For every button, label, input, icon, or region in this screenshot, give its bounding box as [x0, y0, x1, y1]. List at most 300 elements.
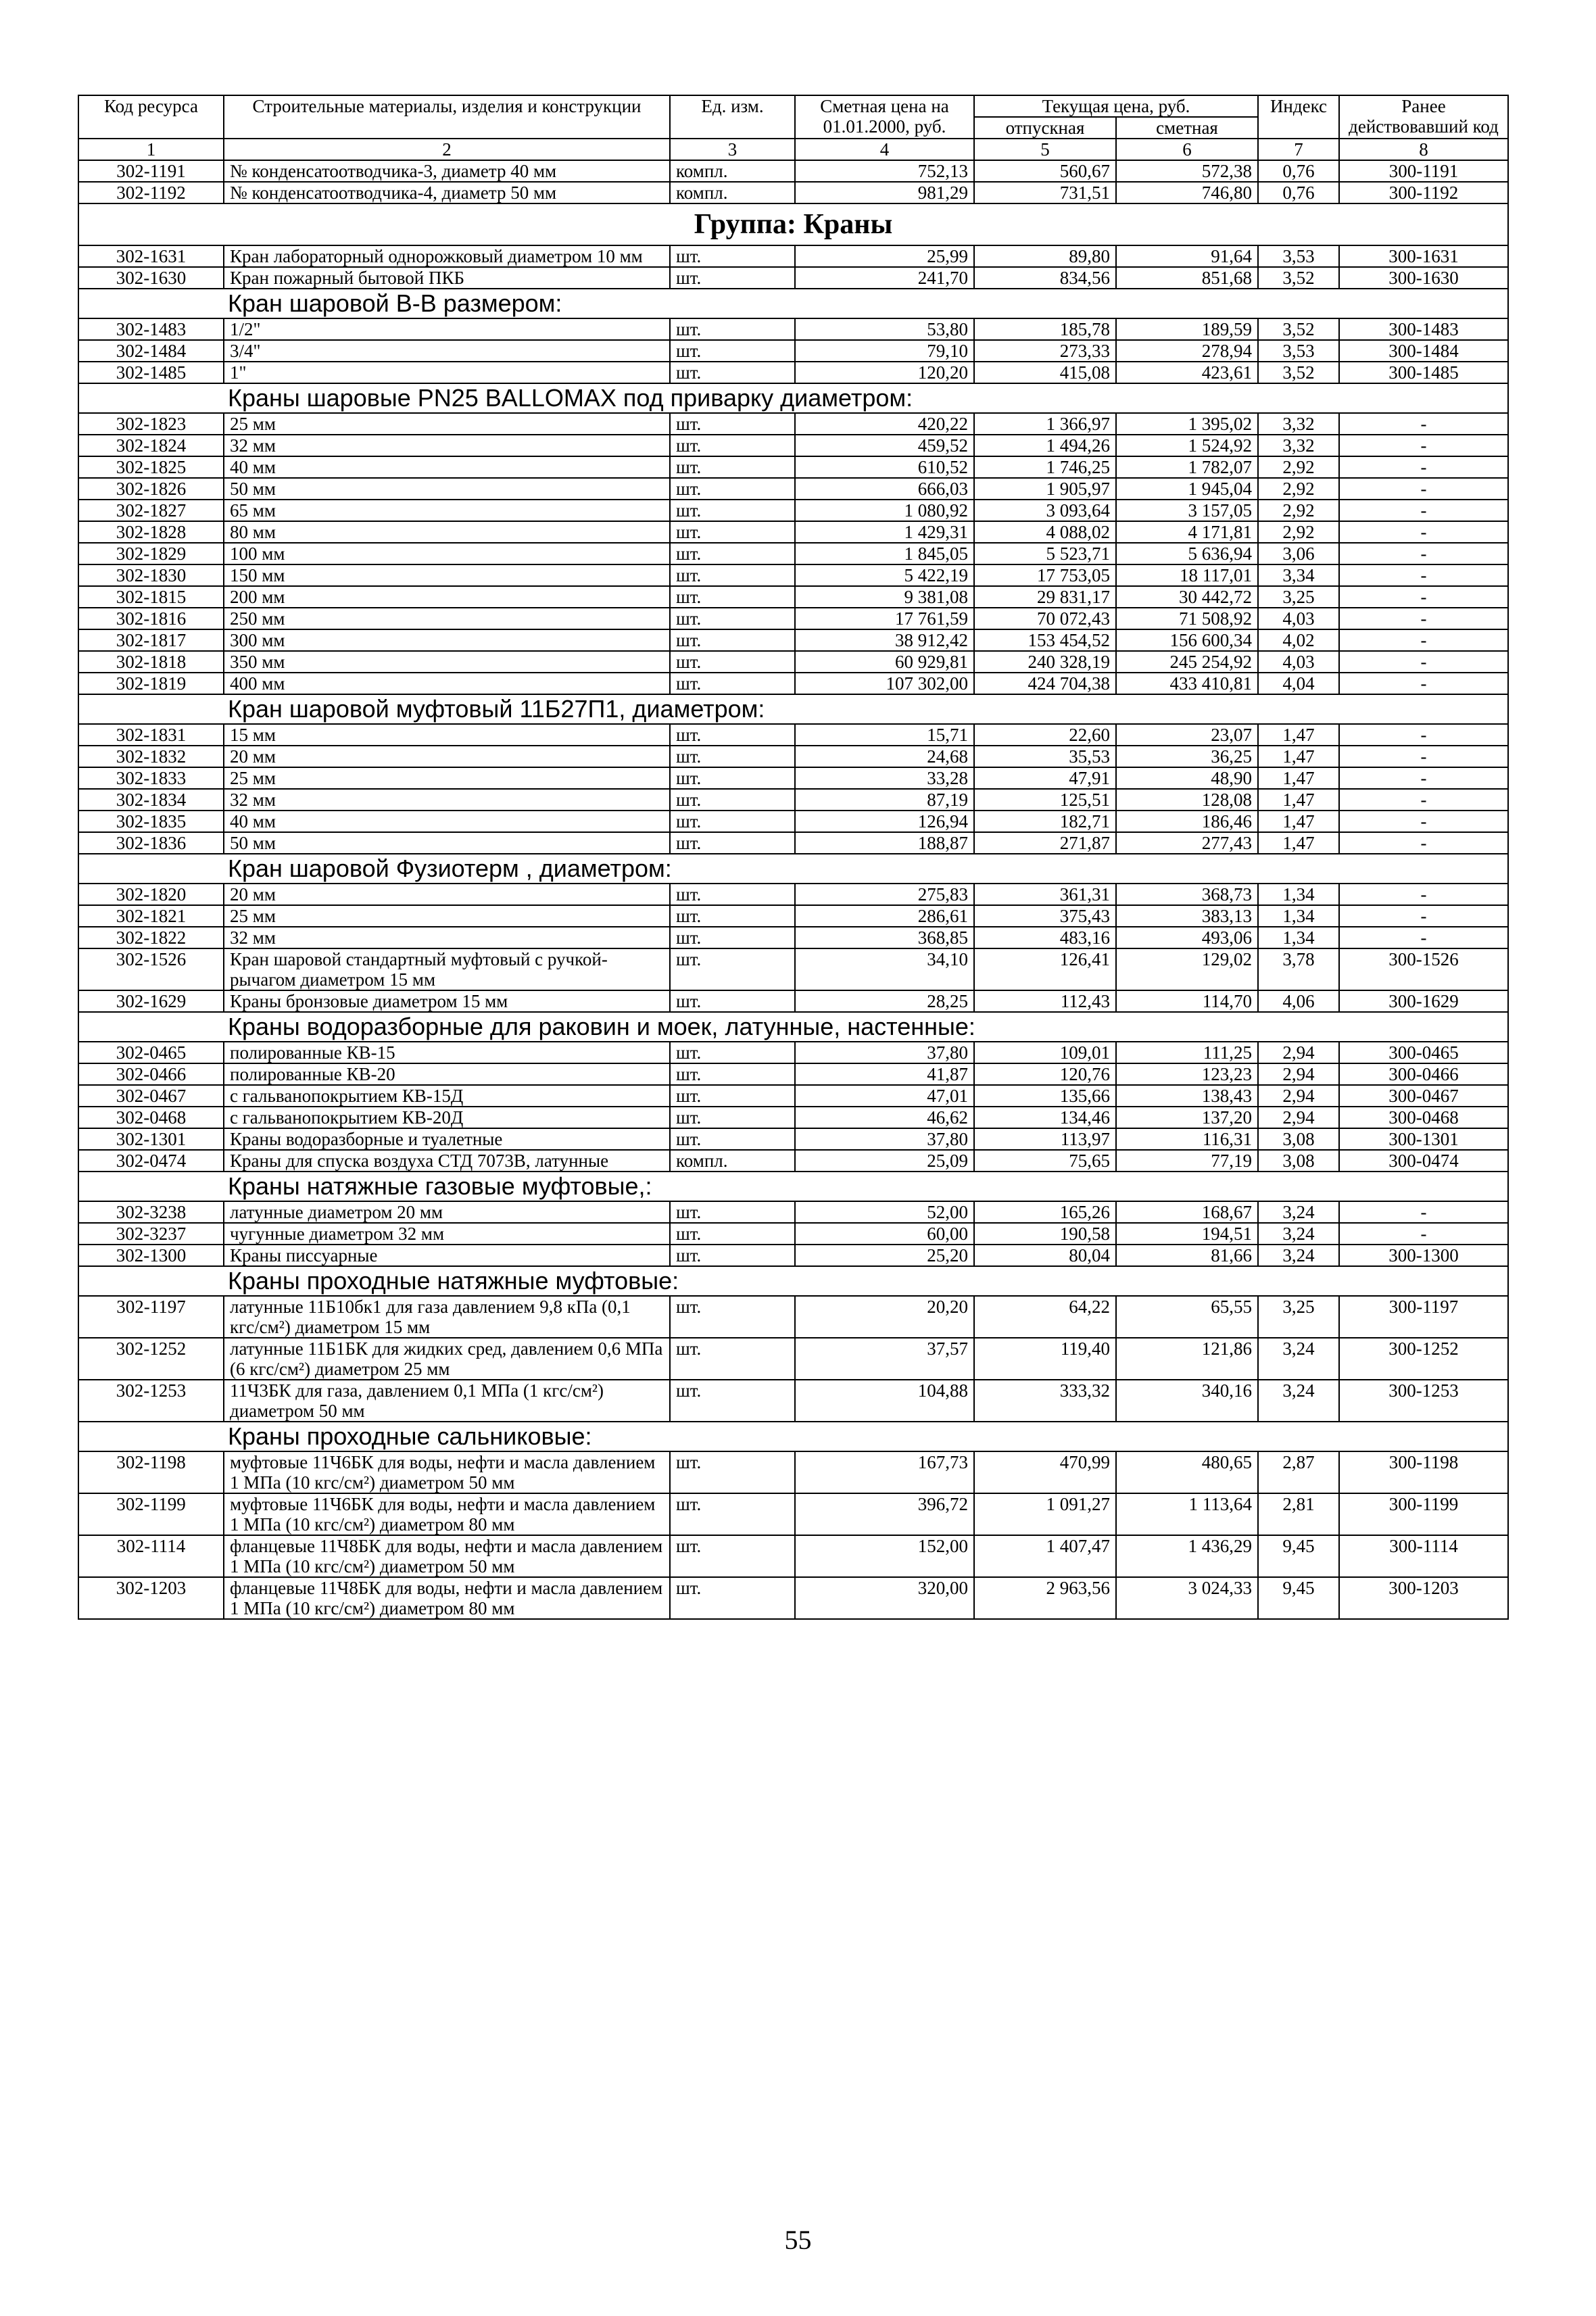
table-row [78, 500, 1508, 521]
table-row [78, 267, 1508, 289]
unit-cell: шт. [670, 1245, 795, 1266]
unit-cell: шт. [670, 1223, 795, 1245]
old-code-cell: 300-1483 [1339, 318, 1508, 340]
colnum-3: 3 [670, 139, 795, 160]
table-row [78, 905, 1508, 927]
estimate-price-cell: 156 600,34 [1116, 629, 1258, 651]
index-cell: 1,34 [1258, 884, 1339, 905]
estimate-price-cell: 572,38 [1116, 160, 1258, 182]
unit-cell: шт. [670, 245, 795, 267]
unit-cell: шт. [670, 1107, 795, 1128]
index-cell: 3,52 [1258, 267, 1339, 289]
base-price-cell: 53,80 [795, 318, 974, 340]
release-price-cell: 64,22 [974, 1296, 1116, 1338]
colnum-6: 6 [1116, 139, 1258, 160]
material-name: 25 мм [224, 413, 670, 435]
unit-cell: шт. [670, 608, 795, 629]
unit-cell: шт. [670, 543, 795, 564]
estimate-price-cell: 433 410,81 [1116, 673, 1258, 694]
header-unit: Ед. изм. [670, 95, 795, 139]
base-price-cell: 368,85 [795, 927, 974, 948]
table-row [78, 586, 1508, 608]
resource-code: 302-1829 [78, 543, 224, 564]
table-row [78, 435, 1508, 456]
estimate-price-cell: 138,43 [1116, 1085, 1258, 1107]
release-price-cell: 185,78 [974, 318, 1116, 340]
unit-cell: шт. [670, 564, 795, 586]
release-price-cell: 165,26 [974, 1201, 1116, 1223]
resource-code: 302-0474 [78, 1150, 224, 1172]
old-code-cell: 300-1484 [1339, 340, 1508, 362]
release-price-cell: 80,04 [974, 1245, 1116, 1266]
estimate-price-cell: 1 945,04 [1116, 478, 1258, 500]
document-page [78, 95, 1507, 1620]
base-price-cell: 167,73 [795, 1451, 974, 1493]
resource-code: 302-1483 [78, 318, 224, 340]
release-price-cell: 89,80 [974, 245, 1116, 267]
index-cell: 3,24 [1258, 1223, 1339, 1245]
material-name: № конденсатоотводчика-3, диаметр 40 мм [224, 160, 670, 182]
resource-code: 302-1252 [78, 1338, 224, 1380]
material-name: муфтовые 11Ч6БК для воды, нефти и масла давлением 1 МПа (10 кгс/см²) диаметром 80 мм [224, 1493, 670, 1535]
material-name: полированные КВ-20 [224, 1063, 670, 1085]
release-price-cell: 112,43 [974, 990, 1116, 1012]
old-code-cell: 300-1629 [1339, 990, 1508, 1012]
old-code-cell: 300-0474 [1339, 1150, 1508, 1172]
subgroup-heading-row [78, 289, 1508, 318]
base-price-cell: 275,83 [795, 884, 974, 905]
index-cell: 2,87 [1258, 1451, 1339, 1493]
table-row [78, 1107, 1508, 1128]
resource-code: 302-0465 [78, 1042, 224, 1063]
release-price-cell: 1 407,47 [974, 1535, 1116, 1577]
estimate-price-cell: 1 113,64 [1116, 1493, 1258, 1535]
resource-code: 302-0467 [78, 1085, 224, 1107]
unit-cell: шт. [670, 435, 795, 456]
base-price-cell: 60 929,81 [795, 651, 974, 673]
table-row [78, 478, 1508, 500]
base-price-cell: 126,94 [795, 811, 974, 832]
old-code-cell: - [1339, 435, 1508, 456]
old-code-cell: 300-1197 [1339, 1296, 1508, 1338]
base-price-cell: 241,70 [795, 267, 974, 289]
material-name: 32 мм [224, 927, 670, 948]
material-name: 50 мм [224, 832, 670, 854]
estimate-price-cell: 189,59 [1116, 318, 1258, 340]
colnum-5: 5 [974, 139, 1116, 160]
unit-cell: шт. [670, 1042, 795, 1063]
old-code-cell: - [1339, 724, 1508, 746]
index-cell: 3,25 [1258, 1296, 1339, 1338]
base-price-cell: 28,25 [795, 990, 974, 1012]
table-row [78, 651, 1508, 673]
table-row [78, 1451, 1508, 1493]
material-name: Краны бронзовые диаметром 15 мм [224, 990, 670, 1012]
material-name: № конденсатоотводчика-4, диаметр 50 мм [224, 182, 670, 203]
old-code-cell: 300-1203 [1339, 1577, 1508, 1619]
base-price-cell: 47,01 [795, 1085, 974, 1107]
index-cell: 2,92 [1258, 500, 1339, 521]
index-cell: 2,94 [1258, 1042, 1339, 1063]
material-name: 15 мм [224, 724, 670, 746]
resource-code: 302-1526 [78, 948, 224, 990]
index-cell: 9,45 [1258, 1577, 1339, 1619]
resource-code: 302-1818 [78, 651, 224, 673]
base-price-cell: 52,00 [795, 1201, 974, 1223]
table-row [78, 160, 1508, 182]
old-code-cell: 300-0467 [1339, 1085, 1508, 1107]
release-price-cell: 120,76 [974, 1063, 1116, 1085]
old-code-cell: - [1339, 905, 1508, 927]
material-name: 350 мм [224, 651, 670, 673]
header-base-price: Сметная цена на 01.01.2000, руб. [795, 95, 974, 139]
estimate-price-cell: 30 442,72 [1116, 586, 1258, 608]
material-name: 400 мм [224, 673, 670, 694]
resource-code: 302-1834 [78, 789, 224, 811]
subgroup-heading-row [78, 1012, 1508, 1042]
material-name: Кран шаровой стандартный муфтовый с ручкой-рычагом диаметром 15 мм [224, 948, 670, 990]
header-old-code: Ранее действовавший код [1339, 95, 1508, 139]
base-price-cell: 33,28 [795, 767, 974, 789]
material-name: 1" [224, 362, 670, 383]
material-name: с гальванопокрытием КВ-15Д [224, 1085, 670, 1107]
unit-cell: шт. [670, 832, 795, 854]
old-code-cell: 300-0468 [1339, 1107, 1508, 1128]
colnum-4: 4 [795, 139, 974, 160]
resource-code: 302-1836 [78, 832, 224, 854]
material-name: 300 мм [224, 629, 670, 651]
base-price-cell: 34,10 [795, 948, 974, 990]
resource-code: 302-1203 [78, 1577, 224, 1619]
resource-code: 302-1815 [78, 586, 224, 608]
estimate-price-cell: 111,25 [1116, 1042, 1258, 1063]
table-body [78, 160, 1508, 1619]
release-price-cell: 119,40 [974, 1338, 1116, 1380]
subgroup-title: Краны шаровые PN25 BALLOMAX под приварку диаметром: [78, 383, 1508, 413]
unit-cell: шт. [670, 1085, 795, 1107]
estimate-price-cell: 1 782,07 [1116, 456, 1258, 478]
resource-code: 302-1114 [78, 1535, 224, 1577]
release-price-cell: 470,99 [974, 1451, 1116, 1493]
unit-cell: шт. [670, 456, 795, 478]
resource-code: 302-1835 [78, 811, 224, 832]
table-row [78, 318, 1508, 340]
table-row [78, 1201, 1508, 1223]
release-price-cell: 35,53 [974, 746, 1116, 767]
index-cell: 2,92 [1258, 521, 1339, 543]
estimate-price-cell: 5 636,94 [1116, 543, 1258, 564]
base-price-cell: 188,87 [795, 832, 974, 854]
old-code-cell: - [1339, 927, 1508, 948]
base-price-cell: 1 080,92 [795, 500, 974, 521]
material-name: 150 мм [224, 564, 670, 586]
release-price-cell: 415,08 [974, 362, 1116, 383]
resource-code: 302-1199 [78, 1493, 224, 1535]
resource-code: 302-1197 [78, 1296, 224, 1338]
base-price-cell: 666,03 [795, 478, 974, 500]
index-cell: 4,06 [1258, 990, 1339, 1012]
index-cell: 0,76 [1258, 160, 1339, 182]
index-cell: 2,92 [1258, 478, 1339, 500]
unit-cell: компл. [670, 160, 795, 182]
resource-code: 302-1631 [78, 245, 224, 267]
old-code-cell: - [1339, 521, 1508, 543]
table-row [78, 629, 1508, 651]
resource-code: 302-1192 [78, 182, 224, 203]
table-row [78, 1042, 1508, 1063]
resource-code: 302-1191 [78, 160, 224, 182]
base-price-cell: 25,20 [795, 1245, 974, 1266]
header-release: отпускная [974, 117, 1116, 139]
old-code-cell: - [1339, 811, 1508, 832]
index-cell: 3,06 [1258, 543, 1339, 564]
release-price-cell: 134,46 [974, 1107, 1116, 1128]
resource-code: 302-1198 [78, 1451, 224, 1493]
unit-cell: шт. [670, 586, 795, 608]
release-price-cell: 834,56 [974, 267, 1116, 289]
index-cell: 3,24 [1258, 1338, 1339, 1380]
release-price-cell: 560,67 [974, 160, 1116, 182]
unit-cell: шт. [670, 318, 795, 340]
unit-cell: шт. [670, 362, 795, 383]
unit-cell: шт. [670, 1493, 795, 1535]
material-name: 32 мм [224, 435, 670, 456]
material-name: муфтовые 11Ч6БК для воды, нефти и масла давлением 1 МПа (10 кгс/см²) диаметром 50 мм [224, 1451, 670, 1493]
old-code-cell: - [1339, 651, 1508, 673]
index-cell: 3,52 [1258, 362, 1339, 383]
estimate-price-cell: 77,19 [1116, 1150, 1258, 1172]
resource-code: 302-1819 [78, 673, 224, 694]
table-row [78, 832, 1508, 854]
release-price-cell: 1 905,97 [974, 478, 1116, 500]
resource-code: 302-1816 [78, 608, 224, 629]
estimate-price-cell: 114,70 [1116, 990, 1258, 1012]
index-cell: 1,47 [1258, 811, 1339, 832]
old-code-cell: - [1339, 1201, 1508, 1223]
resource-code: 302-1630 [78, 267, 224, 289]
base-price-cell: 37,80 [795, 1128, 974, 1150]
resource-code: 302-1485 [78, 362, 224, 383]
estimate-price-cell: 168,67 [1116, 1201, 1258, 1223]
resource-code: 302-1833 [78, 767, 224, 789]
material-name: 25 мм [224, 905, 670, 927]
material-name: 3/4" [224, 340, 670, 362]
index-cell: 3,53 [1258, 245, 1339, 267]
old-code-cell: - [1339, 543, 1508, 564]
table-row [78, 1223, 1508, 1245]
resource-code: 302-1484 [78, 340, 224, 362]
base-price-cell: 286,61 [795, 905, 974, 927]
old-code-cell: - [1339, 500, 1508, 521]
old-code-cell: 300-0465 [1339, 1042, 1508, 1063]
resource-code: 302-1629 [78, 990, 224, 1012]
resource-code: 302-1830 [78, 564, 224, 586]
base-price-cell: 46,62 [795, 1107, 974, 1128]
base-price-cell: 120,20 [795, 362, 974, 383]
estimate-price-cell: 851,68 [1116, 267, 1258, 289]
material-name: чугунные диаметром 32 мм [224, 1223, 670, 1245]
estimate-price-cell: 81,66 [1116, 1245, 1258, 1266]
base-price-cell: 41,87 [795, 1063, 974, 1085]
release-price-cell: 1 091,27 [974, 1493, 1116, 1535]
index-cell: 1,47 [1258, 724, 1339, 746]
unit-cell: шт. [670, 884, 795, 905]
subgroup-title: Кран шаровой муфтовый 11Б27П1, диаметром: [78, 694, 1508, 724]
estimate-price-cell: 186,46 [1116, 811, 1258, 832]
estimate-price-cell: 65,55 [1116, 1296, 1258, 1338]
header-current-price: Текущая цена, руб. [974, 95, 1258, 117]
subgroup-title: Краны проходные натяжные муфтовые: [78, 1266, 1508, 1296]
estimate-price-cell: 278,94 [1116, 340, 1258, 362]
unit-cell: шт. [670, 651, 795, 673]
table-row [78, 1296, 1508, 1338]
release-price-cell: 153 454,52 [974, 629, 1116, 651]
old-code-cell: 300-1630 [1339, 267, 1508, 289]
old-code-cell: 300-1485 [1339, 362, 1508, 383]
table-row [78, 927, 1508, 948]
index-cell: 3,32 [1258, 435, 1339, 456]
release-price-cell: 1 366,97 [974, 413, 1116, 435]
release-price-cell: 2 963,56 [974, 1577, 1116, 1619]
material-name: 65 мм [224, 500, 670, 521]
table-row [78, 182, 1508, 203]
old-code-cell: 300-1252 [1339, 1338, 1508, 1380]
table-row [78, 1577, 1508, 1619]
index-cell: 3,24 [1258, 1245, 1339, 1266]
index-cell: 9,45 [1258, 1535, 1339, 1577]
base-price-cell: 981,29 [795, 182, 974, 203]
material-name: 80 мм [224, 521, 670, 543]
table-row [78, 413, 1508, 435]
release-price-cell: 240 328,19 [974, 651, 1116, 673]
release-price-cell: 1 746,25 [974, 456, 1116, 478]
index-cell: 0,76 [1258, 182, 1339, 203]
page-number: 55 [784, 2225, 812, 2255]
header-name: Строительные материалы, изделия и конструкции [224, 95, 670, 139]
release-price-cell: 29 831,17 [974, 586, 1116, 608]
index-cell: 1,47 [1258, 767, 1339, 789]
table-row [78, 1493, 1508, 1535]
release-price-cell: 125,51 [974, 789, 1116, 811]
release-price-cell: 375,43 [974, 905, 1116, 927]
release-price-cell: 5 523,71 [974, 543, 1116, 564]
estimate-price-cell: 3 024,33 [1116, 1577, 1258, 1619]
unit-cell: шт. [670, 927, 795, 948]
colnum-1: 1 [78, 139, 224, 160]
base-price-cell: 17 761,59 [795, 608, 974, 629]
index-cell: 3,24 [1258, 1380, 1339, 1422]
material-name: 200 мм [224, 586, 670, 608]
index-cell: 3,32 [1258, 413, 1339, 435]
old-code-cell: - [1339, 884, 1508, 905]
old-code-cell: - [1339, 832, 1508, 854]
base-price-cell: 459,52 [795, 435, 974, 456]
index-cell: 2,94 [1258, 1063, 1339, 1085]
base-price-cell: 25,99 [795, 245, 974, 267]
base-price-cell: 60,00 [795, 1223, 974, 1245]
table-row [78, 245, 1508, 267]
unit-cell: шт. [670, 500, 795, 521]
unit-cell: шт. [670, 413, 795, 435]
unit-cell: компл. [670, 1150, 795, 1172]
old-code-cell: - [1339, 1223, 1508, 1245]
old-code-cell: - [1339, 608, 1508, 629]
release-price-cell: 271,87 [974, 832, 1116, 854]
material-name: с гальванопокрытием КВ-20Д [224, 1107, 670, 1128]
base-price-cell: 9 381,08 [795, 586, 974, 608]
estimate-price-cell: 123,23 [1116, 1063, 1258, 1085]
index-cell: 1,47 [1258, 789, 1339, 811]
release-price-cell: 17 753,05 [974, 564, 1116, 586]
release-price-cell: 182,71 [974, 811, 1116, 832]
unit-cell: шт. [670, 673, 795, 694]
unit-cell: шт. [670, 629, 795, 651]
base-price-cell: 5 422,19 [795, 564, 974, 586]
old-code-cell: 300-1199 [1339, 1493, 1508, 1535]
index-cell: 3,78 [1258, 948, 1339, 990]
index-cell: 3,53 [1258, 340, 1339, 362]
header-code: Код ресурса [78, 95, 224, 139]
base-price-cell: 107 302,00 [795, 673, 974, 694]
resource-code: 302-1300 [78, 1245, 224, 1266]
group-heading-row [78, 203, 1508, 245]
estimate-price-cell: 36,25 [1116, 746, 1258, 767]
base-price-cell: 752,13 [795, 160, 974, 182]
index-cell: 1,34 [1258, 905, 1339, 927]
table-row [78, 521, 1508, 543]
release-price-cell: 22,60 [974, 724, 1116, 746]
unit-cell: шт. [670, 1201, 795, 1223]
material-name: Краны водоразборные и туалетные [224, 1128, 670, 1150]
table-row [78, 724, 1508, 746]
price-table [78, 95, 1509, 1620]
resource-code: 302-1822 [78, 927, 224, 948]
unit-cell: шт. [670, 340, 795, 362]
subgroup-title: Кран шаровой В-В размером: [78, 289, 1508, 318]
estimate-price-cell: 1 524,92 [1116, 435, 1258, 456]
unit-cell: шт. [670, 1128, 795, 1150]
estimate-price-cell: 368,73 [1116, 884, 1258, 905]
old-code-cell: - [1339, 478, 1508, 500]
header-estimate: сметная [1116, 117, 1258, 139]
material-name: 1/2" [224, 318, 670, 340]
unit-cell: шт. [670, 1577, 795, 1619]
material-name: фланцевые 11Ч8БК для воды, нефти и масла давлением 1 МПа (10 кгс/см²) диаметром 80 мм [224, 1577, 670, 1619]
header-index: Индекс [1258, 95, 1339, 139]
unit-cell: шт. [670, 1296, 795, 1338]
base-price-cell: 15,71 [795, 724, 974, 746]
unit-cell: шт. [670, 1338, 795, 1380]
unit-cell: шт. [670, 789, 795, 811]
unit-cell: шт. [670, 767, 795, 789]
material-name: латунные диаметром 20 мм [224, 1201, 670, 1223]
subgroup-heading-row [78, 694, 1508, 724]
unit-cell: компл. [670, 182, 795, 203]
base-price-cell: 38 912,42 [795, 629, 974, 651]
table-row [78, 608, 1508, 629]
base-price-cell: 37,57 [795, 1338, 974, 1380]
release-price-cell: 190,58 [974, 1223, 1116, 1245]
old-code-cell: - [1339, 629, 1508, 651]
base-price-cell: 1 429,31 [795, 521, 974, 543]
material-name: 100 мм [224, 543, 670, 564]
estimate-price-cell: 423,61 [1116, 362, 1258, 383]
estimate-price-cell: 18 117,01 [1116, 564, 1258, 586]
column-number-row [78, 139, 1508, 160]
table-row [78, 1085, 1508, 1107]
release-price-cell: 273,33 [974, 340, 1116, 362]
resource-code: 302-1820 [78, 884, 224, 905]
